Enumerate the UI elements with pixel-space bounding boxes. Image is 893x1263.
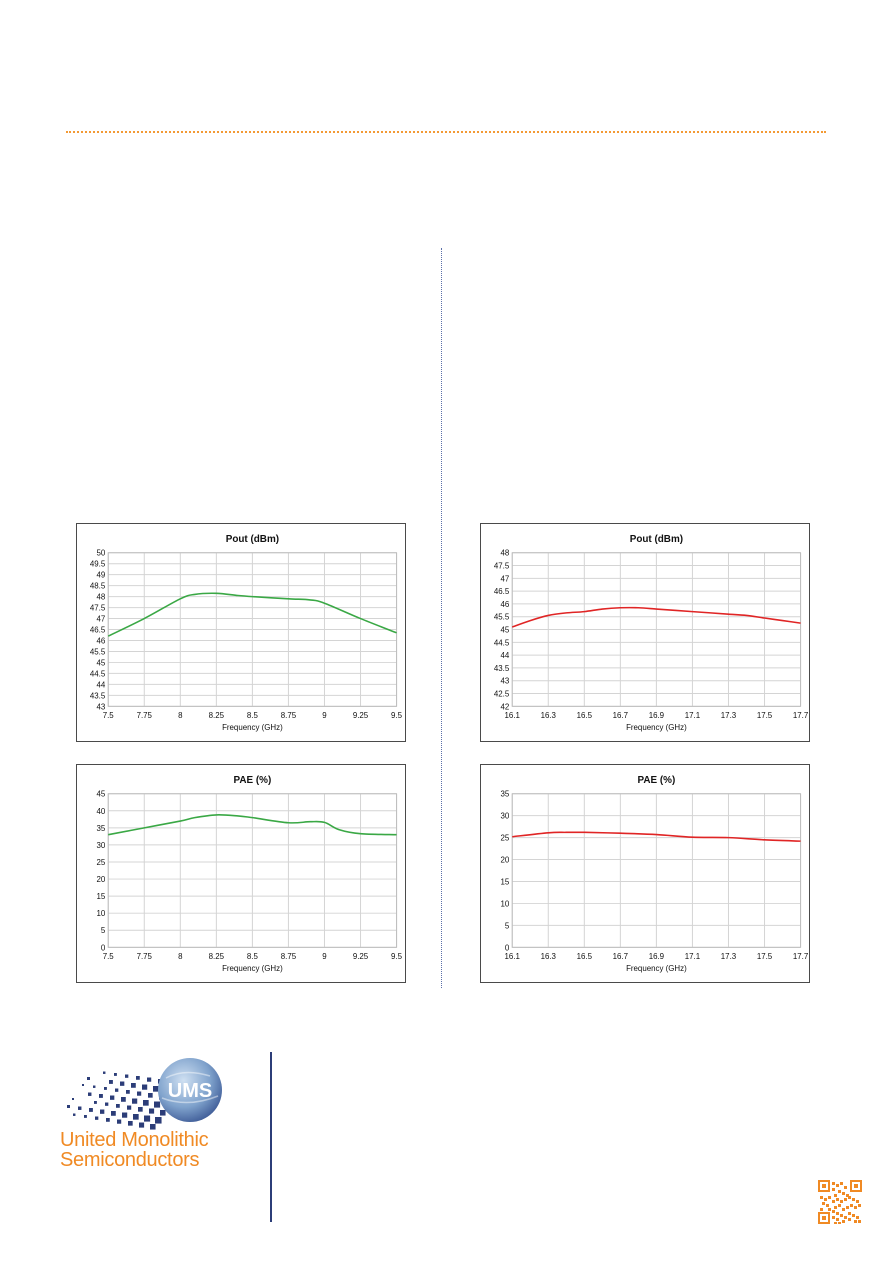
y-tick-label: 0 [100,943,106,953]
y-tick-label: 10 [96,909,106,919]
x-axis-label: Frequency (GHz) [222,723,283,733]
y-tick-label: 45 [96,789,106,799]
y-tick-label: 43 [500,676,510,686]
y-tick-label: 45 [500,625,510,635]
footer-divider [270,1052,272,1222]
pae-x-svg [77,765,405,982]
y-tick-label: 42 [500,702,510,712]
x-tick-label: 9.25 [352,711,369,721]
y-tick-label: 47 [500,574,510,584]
chart-pout-ku-band [480,523,810,742]
x-tick-label: 7.75 [136,952,152,962]
company-name-line2: Semiconductors [60,1149,200,1171]
y-tick-label: 25 [500,833,510,843]
y-tick-label: 48.5 [89,581,106,591]
y-tick-label: 35 [96,823,106,833]
chart-pae-x-band [76,764,406,983]
y-tick-label: 47 [96,614,106,624]
y-tick-label: 20 [500,855,510,865]
x-tick-label: 9 [322,711,327,721]
x-tick-label: 16.7 [612,952,629,962]
x-tick-label: 8 [178,711,183,721]
y-tick-label: 49 [96,570,106,580]
x-tick-label: 16.1 [504,952,520,962]
y-tick-label: 44 [96,680,106,690]
logo-badge: UMS [167,1080,213,1102]
y-tick-label: 47.5 [89,603,106,613]
y-tick-label: 48 [96,592,106,602]
pout-x-svg [77,524,405,741]
x-tick-label: 16.9 [648,952,665,962]
y-tick-label: 44.5 [493,638,510,648]
x-axis-label: Frequency (GHz) [222,964,283,974]
y-tick-label: 46.5 [89,625,106,635]
x-tick-label: 16.3 [540,711,556,721]
x-tick-label: 17.5 [756,952,773,962]
x-tick-label: 17.5 [756,711,773,721]
x-tick-label: 9 [322,952,327,962]
chart-pout-x-band [76,523,406,742]
x-tick-label: 16.9 [648,711,665,721]
x-tick-label: 16.5 [576,952,593,962]
y-tick-label: 35 [500,789,510,799]
pout-ku-svg [481,524,809,741]
x-axis-label: Frequency (GHz) [626,723,687,733]
y-tick-label: 43.5 [493,663,510,673]
chart-title: Pout (dBm) [629,533,684,545]
x-tick-label: 16.3 [540,952,556,962]
x-tick-label: 8.25 [208,711,225,721]
y-tick-label: 5 [504,921,510,931]
y-tick-label: 25 [96,857,106,867]
y-tick-label: 30 [96,840,106,850]
chart-title: PAE (%) [233,774,272,786]
x-tick-label: 17.3 [720,952,737,962]
x-tick-label: 9.5 [391,711,403,721]
y-tick-label: 42.5 [493,689,510,699]
section-divider-dotted [66,131,826,133]
x-axis-label: Frequency (GHz) [626,964,687,974]
y-tick-label: 43.5 [89,691,106,701]
x-tick-label: 17.1 [684,952,701,962]
x-tick-label: 17.3 [720,711,737,721]
x-tick-label: 8.75 [280,952,297,962]
y-tick-label: 10 [500,899,510,909]
y-tick-label: 46.5 [493,587,510,597]
qr-code-icon [818,1180,862,1224]
chart-title: Pout (dBm) [225,533,280,545]
company-name [60,1130,208,1170]
x-tick-label: 16.5 [576,711,593,721]
y-tick-label: 50 [96,548,106,558]
chart-title: PAE (%) [637,774,676,786]
chart-pae-ku-band [480,764,810,983]
y-tick-label: 20 [96,875,106,885]
x-tick-label: 17.1 [684,711,701,721]
y-tick-label: 45.5 [493,612,510,622]
y-tick-label: 15 [96,892,106,902]
column-divider-dotted [441,248,442,988]
y-tick-label: 46 [500,599,510,609]
y-tick-label: 44 [500,651,510,661]
x-tick-label: 8.5 [246,711,258,721]
pae-ku-svg [481,765,809,982]
x-tick-label: 17.7 [792,952,809,962]
y-tick-label: 45.5 [89,647,106,657]
x-tick-label: 16.1 [504,711,520,721]
y-tick-label: 15 [500,877,510,887]
x-tick-label: 9.5 [391,952,403,962]
x-tick-label: 8.75 [280,711,297,721]
y-tick-label: 43 [96,702,106,712]
y-tick-label: 5 [100,926,106,936]
y-tick-label: 40 [96,806,106,816]
y-tick-label: 48 [500,548,510,558]
x-tick-label: 7.5 [102,711,114,721]
y-tick-label: 30 [500,811,510,821]
x-tick-label: 8.25 [208,952,225,962]
y-tick-label: 0 [504,943,510,953]
y-tick-label: 49.5 [89,559,106,569]
y-tick-label: 46 [96,636,106,646]
x-tick-label: 8 [178,952,183,962]
y-tick-label: 45 [96,658,106,668]
y-tick-label: 44.5 [89,669,106,679]
company-name-line1: United Monolithic [60,1129,209,1151]
y-tick-label: 47.5 [493,561,510,571]
x-tick-label: 8.5 [246,952,258,962]
x-tick-label: 7.75 [136,711,152,721]
x-tick-label: 17.7 [792,711,809,721]
x-tick-label: 16.7 [612,711,629,721]
x-tick-label: 7.5 [102,952,114,962]
x-tick-label: 9.25 [352,952,369,962]
